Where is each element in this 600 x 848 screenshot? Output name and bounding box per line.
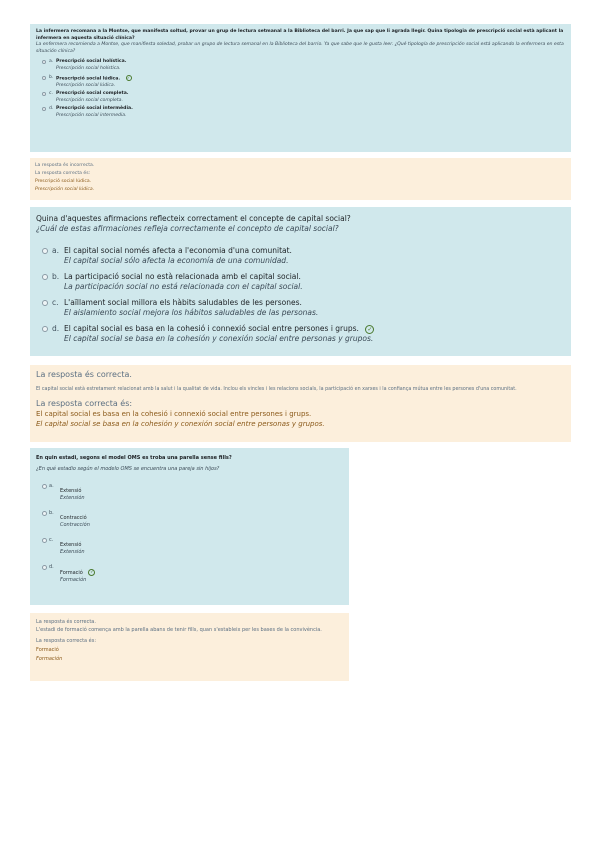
option-translation: El aislamiento social mejora los hábitos saludables de las personas. — [64, 308, 319, 317]
question-text: La infermera recomana a la Montse, que manifesta soltud, provar un grup de lectura setmanal a la Biblioteca del barri. Ja que sap que li agrada llegir. Quina tipologia de prescripció social està aplicant la infermera en aquesta situació clínica? — [36, 29, 564, 41]
option-b[interactable] — [42, 510, 343, 537]
option-b[interactable] — [42, 272, 565, 296]
option-letter: b. — [49, 74, 54, 80]
feedback-explanation: L'estadi de formació comença amb la parella abans de tenir fills, quan s'estableix per les bases de la convivència. — [36, 627, 322, 633]
radio-button[interactable] — [42, 107, 46, 111]
options-list — [36, 246, 565, 348]
option-letter: c. — [49, 91, 53, 97]
radio-button[interactable] — [42, 326, 48, 332]
option-text: Prescripció social completa. — [56, 91, 129, 97]
option-translation: El capital social se basa en la cohesión y conexión social entre personas y grupos. — [64, 334, 374, 343]
correct-answer-text: Formació — [36, 647, 59, 653]
option-text: El capital social només afecta a l'economia d'una comunitat. — [64, 246, 292, 255]
radio-button[interactable] — [42, 300, 48, 306]
radio-button[interactable] — [42, 76, 46, 80]
option-text: La participació social no està relacionada amb el capital social. — [64, 272, 301, 281]
feedback-card-2 — [30, 365, 571, 442]
option-text: Extensió — [60, 488, 82, 494]
options-list — [36, 483, 343, 591]
option-letter: d. — [49, 106, 54, 112]
correct-answer-label: La resposta correcta és: — [36, 399, 133, 408]
option-translation: Extensión — [60, 495, 85, 501]
option-translation: Extensión — [60, 549, 85, 555]
option-letter: a. — [49, 59, 54, 65]
question-text: En quin estadi, segons el model OMS es troba una parella sense fills? — [36, 455, 232, 461]
question-translation: ¿En qué estadio según el modelo OMS se encuentra una pareja sin hijos? — [36, 466, 220, 472]
option-letter: c. — [49, 537, 54, 543]
feedback-card-3 — [30, 613, 349, 681]
option-text: El capital social es basa en la cohesió i connexió social entre persones i grups. — [64, 324, 359, 333]
option-text: Formació — [60, 570, 83, 576]
option-b[interactable] — [42, 75, 565, 90]
option-a[interactable] — [42, 483, 343, 510]
correct-answer-text: El capital social es basa en la cohesió i connexió social entre persones i grups. — [36, 410, 312, 418]
feedback-card-1 — [30, 158, 571, 200]
option-translation: Contracción — [60, 522, 90, 528]
correct-answer-text: Prescripció social lúdica. — [35, 179, 92, 184]
option-letter: a. — [52, 246, 59, 255]
correct-answer-translation: El capital social se basa en la cohesión y conexión social entre personas y grupos. — [36, 420, 325, 428]
radio-button[interactable] — [42, 60, 46, 64]
correct-answer-label: La resposta correcta és: — [35, 171, 91, 176]
option-d[interactable] — [42, 106, 565, 119]
radio-button[interactable] — [42, 565, 47, 570]
radio-button[interactable] — [42, 274, 48, 280]
question-text: Quina d'aquestes afirmacions reflecteix correctament el concepte de capital social? — [36, 214, 351, 223]
option-letter: b. — [49, 510, 54, 516]
radio-button[interactable] — [42, 248, 48, 254]
option-letter: d. — [49, 564, 54, 570]
option-letter: a. — [49, 483, 54, 489]
correct-answer-translation: Prescripción social lúdica. — [35, 187, 95, 192]
check-circle-icon: ✓ — [90, 570, 94, 575]
question-translation: ¿Cuál de estas afirmaciones refleja correctamente el concepto de capital social? — [36, 224, 339, 233]
check-circle-icon: ✓ — [126, 74, 131, 80]
option-a[interactable] — [42, 59, 565, 72]
option-text: Prescripció social holística. — [56, 59, 127, 65]
option-letter: d. — [52, 324, 60, 333]
feedback-status: La resposta és incorrecta. — [35, 163, 95, 168]
radio-button[interactable] — [42, 538, 47, 543]
option-c[interactable] — [42, 537, 343, 564]
option-c[interactable] — [42, 298, 565, 322]
option-c[interactable] — [42, 91, 565, 104]
option-text: Extensió — [60, 542, 82, 548]
feedback-explanation: El capital social està estretament relacionat amb la salut i la qualitat de vida. Inclou els vincles i les relacions socials, la participació en xarxes i la confiança mútua entre les persones d'una comunitat. — [36, 387, 517, 392]
feedback-status: La resposta és correcta. — [36, 619, 96, 625]
option-d[interactable] — [42, 324, 565, 348]
question-card-2 — [30, 207, 571, 356]
radio-button[interactable] — [42, 92, 46, 96]
option-text: Prescripció social lúdica. — [56, 76, 121, 82]
option-translation: El capital social sólo afecta la economía de una comunidad. — [64, 256, 289, 265]
feedback-status: La resposta és correcta. — [36, 370, 132, 379]
option-translation: Prescripción social completa. — [56, 97, 123, 103]
correct-answer-label: La resposta correcta és: — [36, 638, 97, 644]
option-translation: La participación social no está relacionada con el capital social. — [64, 282, 303, 291]
correct-answer-translation: Formación — [36, 656, 63, 662]
option-text: Contracció — [60, 515, 87, 521]
option-text: Prescripció social intermèdia. — [56, 106, 133, 112]
option-translation: Formación — [60, 577, 87, 583]
option-letter: b. — [52, 272, 60, 281]
option-translation: Prescripción social lúdica. — [56, 82, 116, 88]
option-d[interactable] — [42, 564, 343, 591]
question-card-1 — [30, 24, 571, 152]
radio-button[interactable] — [42, 511, 47, 516]
option-a[interactable] — [42, 246, 565, 270]
options-list — [36, 59, 565, 119]
question-card-3 — [30, 448, 349, 605]
radio-button[interactable] — [42, 484, 47, 489]
option-translation: Prescripción social holística. — [56, 65, 121, 71]
option-letter: c. — [52, 298, 59, 307]
check-circle-icon: ✓ — [367, 325, 373, 333]
option-text: L'aïllament social millora els hàbits saludables de les persones. — [64, 298, 302, 307]
option-translation: Prescripción social intermedia. — [56, 113, 127, 119]
question-translation: La enfermera recomienda a Montse, que manifiesta soledad, probar un grupo de lectura semanal en la Biblioteca del barrio. Ya que sabe que le gusta leer. ¿Qué tipología de prescripción social está aplicando la enfermera en esta situación clínica? — [36, 42, 564, 54]
